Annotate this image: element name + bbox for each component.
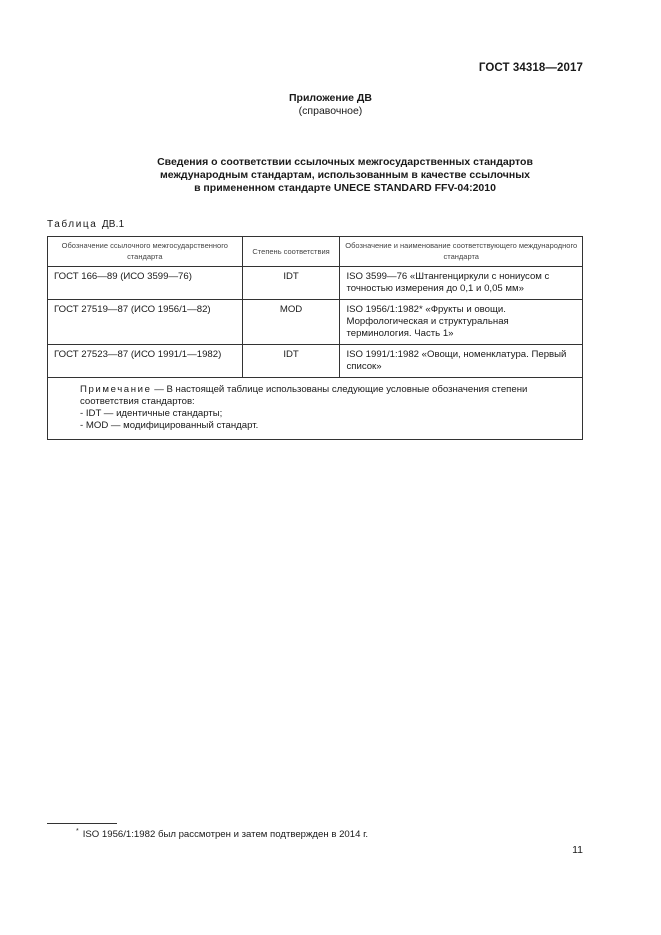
cell-degree: IDT: [242, 267, 340, 300]
cell-interstate-standard: ГОСТ 166—89 (ИСО 3599—76): [48, 267, 243, 300]
note-list-item: - MOD — модифицированный стандарт.: [80, 420, 259, 431]
appendix-subtitle: (справочное): [298, 105, 363, 117]
document-title-line-2: международным стандартам, использованным в качестве ссылочных: [159, 169, 530, 181]
cell-international-standard: ISO 1991/1:1982 «Овощи, номенклатура. Первый список»: [340, 345, 583, 378]
table-header-row: [48, 237, 583, 267]
table-row: [48, 267, 583, 300]
note-text: В настоящей таблице использованы следующие условные обозначения степени соответствия стандартов:: [80, 384, 528, 407]
cell-degree: MOD: [242, 300, 340, 345]
cell-international-standard: ISO 1956/1:1982* «Фрукты и овощи. Морфологическая и структуральная терминология. Часть 1»: [340, 300, 583, 345]
cell-international-standard: ISO 3599—76 «Штангенциркули с нониусом с точностью измерения до 0,1 и 0,05 мм»: [340, 267, 583, 300]
correspondence-table: [47, 236, 583, 440]
cell-degree: IDT: [242, 345, 340, 378]
footnote-text: ISO 1956/1:1982 был рассмотрен и затем подтвержден в 2014 г.: [82, 829, 369, 841]
header-degree-of-correspondence: Степень соответствия: [242, 237, 340, 267]
note-dash: —: [154, 384, 164, 395]
table-row: [48, 345, 583, 378]
document-title-line-3: в примененном стандарте UNECE STANDARD FFV-04:2010: [194, 182, 496, 194]
note-list: [80, 408, 576, 432]
table-caption: [47, 219, 124, 230]
table-note: [48, 378, 583, 440]
header-interstate-standard: Обозначение ссылочного межгосударственного стандарта: [48, 237, 243, 267]
page-number: 11: [572, 844, 583, 856]
note-list-item: - IDT — идентичные стандарты;: [80, 408, 223, 419]
document-title-line-1: Сведения о соответствии ссылочных межгосударственных стандартов: [157, 156, 533, 168]
appendix-title: Приложение ДВ: [289, 92, 372, 104]
note-label: Примечание: [80, 384, 152, 395]
table-note-row: [48, 378, 583, 440]
table-caption-number: ДВ.1: [101, 219, 125, 230]
footnote: [76, 828, 368, 840]
standard-number: ГОСТ 34318—2017: [478, 62, 583, 74]
footnote-divider: [47, 823, 117, 824]
cell-interstate-standard: ГОСТ 27519—87 (ИСО 1956/1—82): [48, 300, 243, 345]
footnote-marker: *: [76, 828, 79, 835]
appendix-heading: [0, 92, 661, 118]
cell-interstate-standard: ГОСТ 27523—87 (ИСО 1991/1—1982): [48, 345, 243, 378]
header-international-standard: Обозначение и наименование соответствующего международного стандарта: [340, 237, 583, 267]
table-caption-word: Таблица: [47, 219, 98, 230]
table-row: [48, 300, 583, 345]
document-title: [60, 156, 630, 195]
